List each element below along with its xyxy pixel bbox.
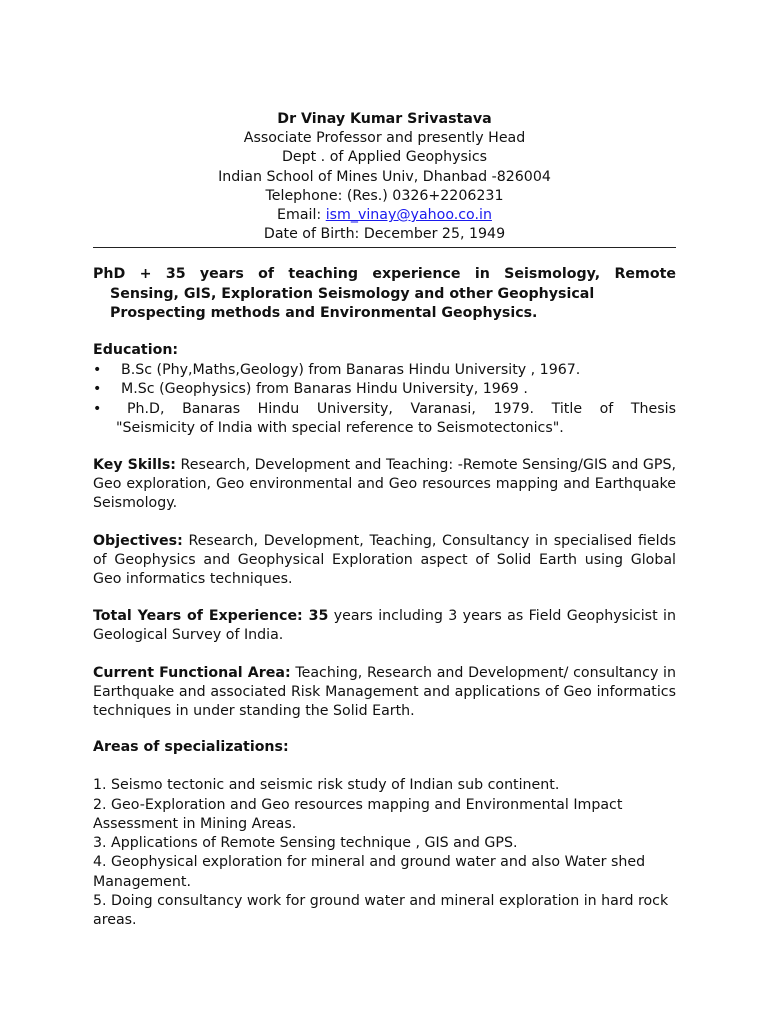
objectives-label: Objectives: <box>93 532 183 549</box>
education-item-text: M.Sc (Geophysics) from Banaras Hindu University, 1969 . <box>121 381 528 398</box>
education-item <box>93 400 676 438</box>
specializations-list <box>93 776 676 930</box>
designation: Associate Professor and presently Head <box>243 130 526 147</box>
objectives <box>93 532 676 590</box>
specializations-heading: Areas of specializations: <box>93 739 289 756</box>
email-link[interactable]: ism_vinay@yahoo.co.in <box>325 207 492 224</box>
functional-area-text: Teaching, Research and Development/ consultancy in Earthquake and associated Risk Management and applications of Geo informatics techniques in under standing the Solid Earth. <box>93 664 676 720</box>
key-skills <box>93 456 676 514</box>
specialization-item: 5. Doing consultancy work for ground water and mineral exploration in hard rock areas. <box>93 892 669 928</box>
education-heading: Education: <box>93 342 179 359</box>
specialization-item: 1. Seismo tectonic and seismic risk study of Indian sub continent. <box>93 777 560 794</box>
thesis-title: "Seismicity of India with special reference to Seismotectonics". <box>116 419 564 436</box>
profile-summary <box>93 265 676 323</box>
specialization-item: 3. Applications of Remote Sensing technique , GIS and GPS. <box>93 835 518 852</box>
total-experience <box>93 607 676 645</box>
bullet-icon: • <box>93 362 102 379</box>
email-label: Email: <box>277 207 326 224</box>
person-name: Dr Vinay Kumar Srivastava <box>277 111 492 127</box>
summary-line: Sensing, GIS, Exploration Seismology and other Geophysical <box>110 285 595 302</box>
email-line <box>93 206 676 225</box>
summary-line: Prospecting methods and Environmental Geophysics. <box>110 304 538 321</box>
experience-text: years including 3 years as Field Geophysicist in Geological Survey of India. <box>93 608 676 644</box>
education-list <box>93 361 676 438</box>
education-item <box>93 361 676 380</box>
functional-area-label: Current Functional Area: <box>93 664 291 681</box>
bullet-icon: • <box>93 381 102 398</box>
header-divider <box>93 247 676 248</box>
resume-page <box>93 110 676 930</box>
education-item-text: B.Sc (Phy,Maths,Geology) from Banaras Hindu University , 1967. <box>121 362 581 379</box>
education-item <box>93 380 676 399</box>
department: Dept . of Applied Geophysics <box>281 149 488 166</box>
key-skills-label: Key Skills: <box>93 457 176 474</box>
experience-label: Total Years of Experience: <box>93 608 303 625</box>
resume-header <box>93 110 676 244</box>
objectives-text: Research, Development, Teaching, Consultancy in specialised fields of Geophysics and Geophysical Exploration aspect of Solid Earth using Global Geo informatics techniques. <box>93 532 676 588</box>
telephone: Telephone: (Res.) 0326+2206231 <box>265 187 504 204</box>
specialization-item: 4. Geophysical exploration for mineral and ground water and also Water shed Management. <box>93 854 646 890</box>
date-of-birth: Date of Birth: December 25, 1949 <box>263 226 506 243</box>
thesis-line: Ph.D, Banaras Hindu University, Varanasi, 1979. Title of Thesis <box>127 400 676 417</box>
key-skills-text: Research, Development and Teaching: -Remote Sensing/GIS and GPS, Geo exploration, Geo environmental and Geo resources mapping and Earthquake Seismology. <box>93 457 676 512</box>
summary-line: PhD + 35 years of teaching experience in Seismology, Remote <box>93 266 676 283</box>
specialization-item: 2. Geo-Exploration and Geo resources mapping and Environmental Impact Assessment in Mining Areas. <box>93 796 623 832</box>
bullet-icon: • <box>93 400 102 417</box>
institution-address: Indian School of Mines Univ, Dhanbad -826004 <box>218 168 551 185</box>
experience-value: 35 <box>302 608 329 625</box>
functional-area <box>93 664 676 722</box>
